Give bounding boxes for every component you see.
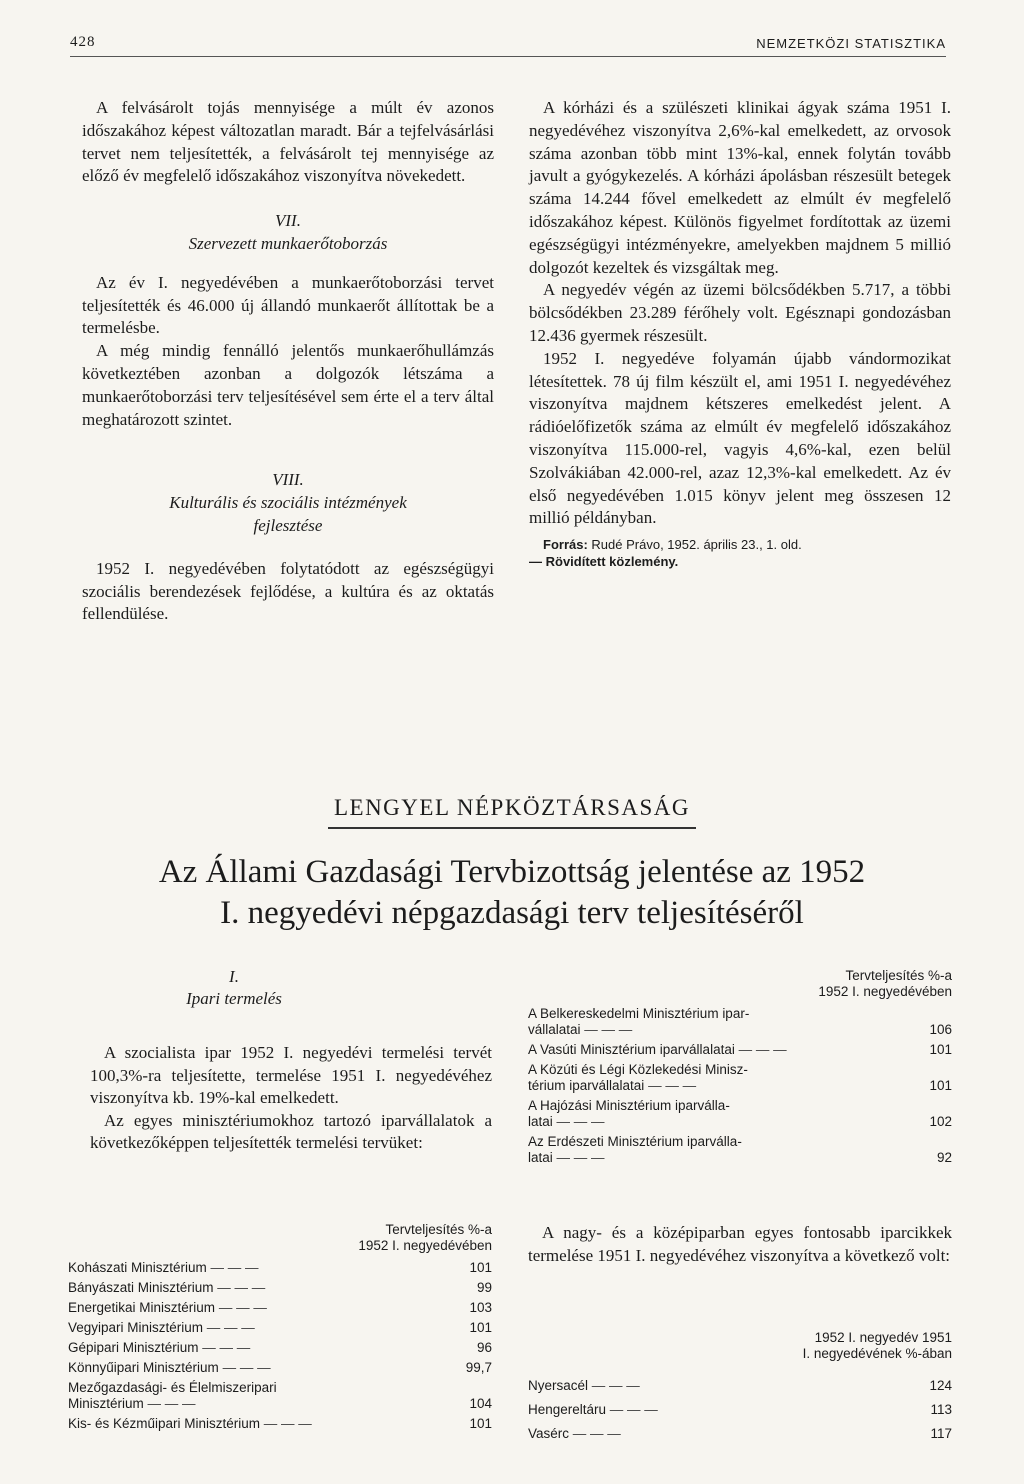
section-heading-industry [104, 966, 364, 1010]
leader-dashes: — — — [206, 1260, 259, 1275]
row-label-text: A Vasúti Minisztérium iparvállalatai [528, 1042, 735, 1057]
row-label-text: Vegyipari Minisztérium [68, 1320, 204, 1335]
row-label-text: latai [528, 1150, 553, 1165]
paragraph: Az egyes minisztériumokhoz tartozó iparvállalatok a következőképpen teljesítették termelési tervüket: [90, 1110, 492, 1153]
row-label [68, 1360, 446, 1376]
section-title: fejlesztése [253, 515, 323, 535]
row-label [68, 1340, 446, 1356]
row-value: 99,7 [465, 1360, 492, 1375]
row-label-text: A Belkereskedelmi Minisztérium ipar- [528, 1006, 750, 1021]
table-row [528, 1378, 952, 1394]
report-title [60, 852, 964, 934]
row-value: 124 [929, 1378, 952, 1393]
source-note [529, 536, 951, 570]
row-value: 117 [930, 1426, 952, 1441]
leader-dashes: — — — [588, 1378, 640, 1393]
leader-dashes: — — — [143, 1396, 196, 1411]
row-label-text: A Hajózási Minisztérium iparválla- [528, 1098, 730, 1113]
products-table [528, 1330, 952, 1450]
table-rows [528, 1378, 952, 1442]
report-title-line-2: I. negyedévi népgazdasági terv teljesítéséről [220, 895, 804, 931]
row-label [68, 1380, 446, 1412]
paragraph: 1952 I. negyedéve folyamán újabb vándormozikat létesítettek. 78 új film készült el, ami 1951 I. negyedévéhez viszonyítva majdnem kétszeres emelkedést jelent. A rádióelőfizetők száma az elmúlt év megfelelő időszakához viszonyítva 115.000-rel, vagyis 4,6%-kal, ezen belül Szolvákiában 42.000-rel, azaz 12,3%-kal emelkedett. Az év első negyedévében 1.015 könyv jelent meg összesen 12 millió példányban. [529, 348, 951, 528]
table-rows [68, 1260, 492, 1432]
table-rows [528, 1006, 952, 1166]
ministry-table-right [528, 968, 952, 1170]
leader-dashes: — — — [580, 1022, 633, 1037]
running-head [70, 32, 946, 57]
row-label [528, 1006, 906, 1038]
leader-dashes: — — — [569, 1426, 621, 1441]
right-column-top [529, 97, 951, 570]
paragraph: A kórházi és a szülészeti klinikai ágyak száma 1951 I. negyedévéhez viszonyítva 2,6%-kal emelkedett, az orvosok száma azonban több mint 13%-kal, ennek folytán tovább javult a gyógykezelés. A kórházi ápolásban részesült betegek száma 14.244 fővel emelkedett az elmúlt év megfelelő időszakához képest. Különös figyelmet fordítottak az üzemi egészségügyi intézményekre, amelyekben majdnem 5 millió dolgozót kezeltek és vizsgáltak meg. [529, 98, 951, 277]
row-value: 92 [936, 1150, 952, 1165]
table-row [68, 1340, 492, 1356]
row-label-text: Hengereltáru [528, 1402, 607, 1417]
leader-dashes: — — — [213, 1280, 266, 1295]
row-label [68, 1280, 446, 1296]
paragraph: A negyedév végén az üzemi bölcsődékben 5.717, a többi bölcsődékben 23.289 férőhely volt. Egésznapi gondozásban 12.436 gyermek részesült. [529, 280, 951, 345]
section-number: I. [229, 967, 239, 986]
paragraph: Az év I. negyedévében a munkaerőtoborzási tervet teljesítették és 46.000 új állandó munkaerőt állítottak be a termelésbe. [82, 272, 494, 338]
table-row [528, 1098, 952, 1130]
row-label [528, 1378, 906, 1394]
row-value: 99 [476, 1280, 492, 1295]
table-row [68, 1416, 492, 1432]
row-label-text: Nyersacél [528, 1378, 589, 1393]
row-label-text: Könnyűipari Minisztérium [68, 1360, 219, 1375]
paragraph: A még mindig fennálló jelentős munkaerőhullámzás következtében azonban a dolgozók létszáma a munkaerőtoborzási terv teljesítésével sem érte el a terv által meghatározott szintet. [82, 341, 494, 429]
row-label-text: A Közúti és Légi Közlekedési Minisz- [528, 1062, 748, 1077]
leader-dashes: — — — [260, 1416, 312, 1431]
source-label: Forrás: [543, 537, 588, 553]
ministry-table-left [68, 1222, 492, 1436]
row-value: 104 [469, 1396, 492, 1411]
row-label [528, 1402, 906, 1418]
row-label [68, 1416, 446, 1432]
table-header-line: 1952 I. negyedév 1951 [814, 1330, 952, 1345]
section-number: VII. [275, 211, 301, 231]
leader-dashes: — — — [734, 1042, 787, 1057]
row-value: 101 [469, 1416, 492, 1431]
country-title-text: LENGYEL NÉPKÖZTÁRSASÁG [328, 795, 696, 829]
row-label-text: Minisztérium [68, 1396, 144, 1411]
table-row [68, 1380, 492, 1412]
industry-text [90, 1042, 492, 1155]
report-title-line-1: Az Állami Gazdasági Tervbizottság jelentése az 1952 [158, 854, 866, 890]
row-label [528, 1098, 906, 1130]
section-heading-vii [82, 210, 494, 256]
table-row [528, 1426, 952, 1442]
row-value: 103 [469, 1300, 492, 1315]
table-row [528, 1134, 952, 1166]
table-row [528, 1402, 952, 1418]
row-value: 101 [469, 1260, 492, 1275]
row-label [528, 1134, 906, 1166]
row-label [528, 1042, 906, 1058]
section-title: Ipari termelés [186, 989, 282, 1008]
source-text: Rudé Právo, 1952. április 23., 1. old. [591, 537, 802, 553]
row-label-text: Kis- és Kézműipari Minisztérium [68, 1416, 261, 1431]
leader-dashes: — — — [218, 1360, 271, 1375]
table-row [68, 1360, 492, 1376]
row-value: 106 [929, 1022, 952, 1037]
products-intro [528, 1222, 952, 1268]
row-label [68, 1260, 446, 1276]
section-heading-viii [82, 469, 494, 537]
row-value: 102 [929, 1114, 952, 1129]
table-header [68, 1222, 492, 1254]
section-title: Szervezett munkaerőtoborzás [188, 233, 388, 253]
row-label-text: Bányászati Minisztérium [68, 1280, 214, 1295]
row-label-text: latai [528, 1114, 553, 1129]
table-row [68, 1280, 492, 1296]
paragraph: A felvásárolt tojás mennyisége a múlt év azonos időszakához képest változatlan maradt. Bár a tejfelvásárlási tervet nem teljesítették, a felvásárolt tej mennyisége az előző év megfelelő időszakához viszonyítva növekedett. [82, 98, 494, 186]
table-header-line: 1952 I. negyedévében [818, 984, 952, 999]
row-label-text: Az Erdészeti Minisztérium iparválla- [528, 1134, 742, 1149]
leader-dashes: — — — [215, 1300, 267, 1315]
table-row [528, 1062, 952, 1094]
table-header-line: 1952 I. negyedévében [358, 1238, 492, 1253]
row-label [528, 1062, 906, 1094]
leader-dashes: — — — [198, 1340, 251, 1355]
row-label-text: Energetikai Minisztérium [68, 1300, 216, 1315]
country-title [0, 795, 1024, 829]
table-row [68, 1320, 492, 1336]
leader-dashes: — — — [552, 1114, 605, 1129]
leader-dashes: — — — [552, 1150, 605, 1165]
row-value: 96 [476, 1340, 492, 1355]
row-label-text: Gépipari Minisztérium [68, 1340, 199, 1355]
row-label-text: Vasérc [528, 1426, 570, 1441]
row-label-text: Mezőgazdasági- és Élelmiszeripari [68, 1380, 277, 1395]
table-header-line: Tervteljesítés %-a [385, 1222, 492, 1237]
row-value: 101 [929, 1042, 952, 1057]
row-label [68, 1300, 446, 1316]
section-title: Kulturális és szociális intézmények [169, 493, 407, 513]
row-label-text: Kohászati Minisztérium [68, 1260, 207, 1275]
table-header-line: Tervteljesítés %-a [845, 968, 952, 983]
paragraph: A szocialista ipar 1952 I. negyedévi termelési tervét 100,3%-ra teljesítette, termelése 1951 I. negyedévéhez viszonyítva kb. 19%-kal emelkedett. [90, 1043, 492, 1108]
left-column-top [82, 97, 494, 626]
table-row [528, 1042, 952, 1058]
journal-title: NEMZETKÖZI STATISZTIKA [756, 36, 946, 51]
table-row [528, 1006, 952, 1038]
leader-dashes: — — — [203, 1320, 255, 1335]
row-label [528, 1426, 906, 1442]
row-label-text: térium iparvállalatai [528, 1078, 645, 1093]
row-label [68, 1320, 446, 1336]
table-header-line: I. negyedévének %-ában [802, 1346, 952, 1361]
source-abridged: — Rövidített közlemény. [529, 554, 679, 570]
row-value: 101 [929, 1078, 952, 1093]
leader-dashes: — — — [644, 1078, 697, 1093]
table-row [68, 1260, 492, 1276]
leader-dashes: — — — [606, 1402, 658, 1417]
table-row [68, 1300, 492, 1316]
table-header [528, 968, 952, 1000]
section-number: VIII. [272, 470, 304, 490]
table-header [528, 1330, 952, 1362]
row-value: 101 [469, 1320, 492, 1335]
page-number: 428 [70, 34, 96, 50]
row-value: 113 [930, 1402, 952, 1417]
paragraph: 1952 I. negyedévében folytatódott az egészségügyi szociális berendezések fejlődése, a kultúra és az oktatás fellendülése. [82, 558, 494, 624]
row-label-text: vállalatai [528, 1022, 581, 1037]
paragraph: A nagy- és a középiparban egyes fontosabb iparcikkek termelése 1951 I. negyedévéhez viszonyítva a következő volt: [528, 1223, 952, 1265]
